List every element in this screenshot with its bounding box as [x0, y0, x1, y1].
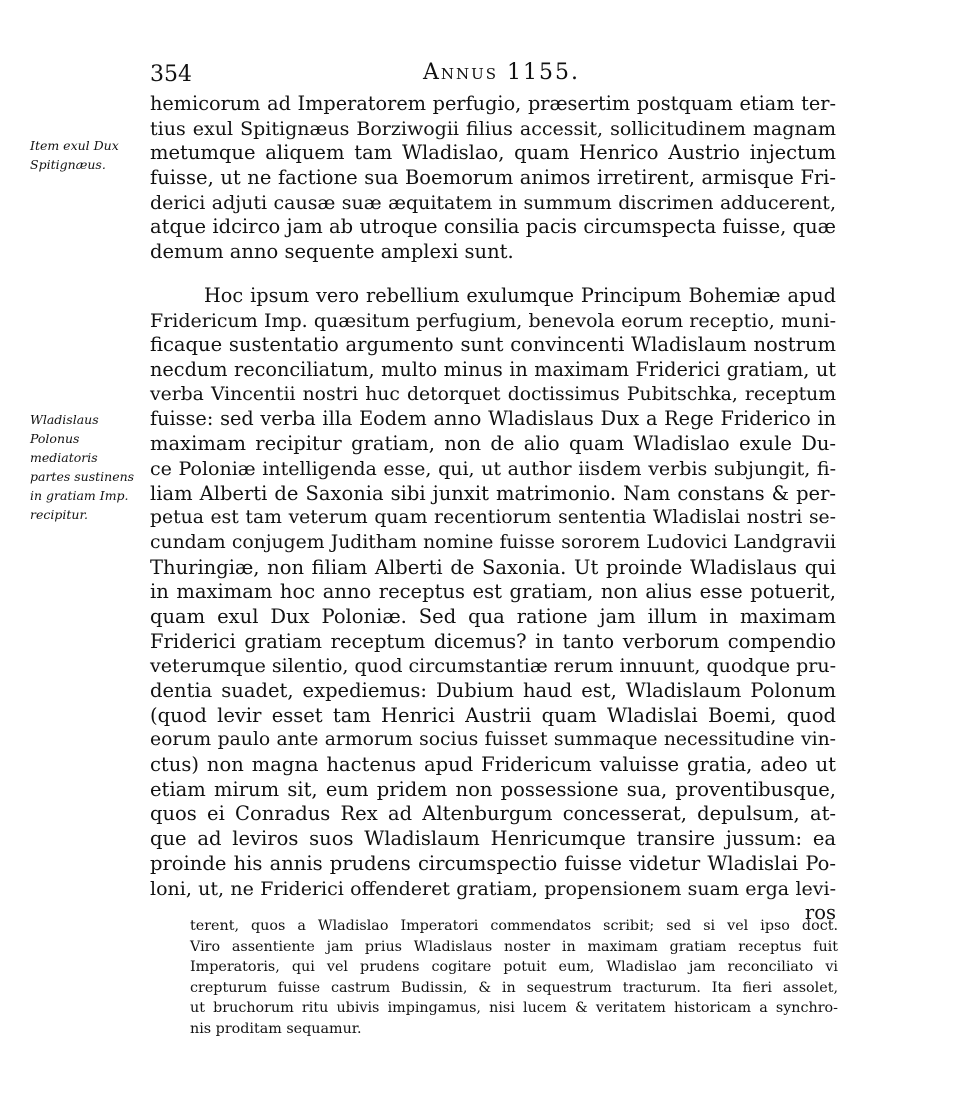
- text-line: necdum reconciliatum, multo minus in maximam Friderici gratiam, ut: [150, 358, 836, 382]
- text-line: in maximam hoc anno receptus est gratiam, non alius esse potuerit,: [150, 580, 836, 604]
- text-line: metumque aliquem tam Wladislao, quam Henrico Austrio injectum: [150, 141, 836, 165]
- text-line: ce Poloniæ intelligenda esse, qui, ut author iisdem verbis subjungit, fi-: [150, 457, 836, 480]
- text-line: dentia suadet, expediemus: Dubium haud est, Wladislaum Polonum: [150, 679, 836, 702]
- text-line: petua est tam veterum quam recentiorum sententia Wladislai nostri se-: [150, 507, 836, 529]
- text-line: proinde his annis prudens circumspectio fuisse videtur Wladislai Po-: [150, 851, 836, 875]
- text-line: (quod levir esset tam Henrici Austrii quam Wladislai Boemi, quod: [150, 703, 836, 727]
- margin-note: Wladislaus Polonus mediatoris partes sustinens in gratiam Imp. recipitur.: [30, 412, 135, 522]
- text-line: que ad leviros suos Wladislaum Henricumque transire jussum: ea: [150, 827, 836, 851]
- text-line: fuisse, ut ne factione sua Boemorum animos irretirent, armisque Fri-: [150, 166, 836, 190]
- footnote-line: ut bruchorum ritu ubivis impingamus, nisi lucem & veritatem historicam a synchro-: [190, 1000, 838, 1016]
- text-line: maximam recipitur gratiam, non de alio quam Wladislao exule Du-: [150, 432, 836, 456]
- text-line: Fridericum Imp. quæsitum perfugium, benevola eorum receptio, muni-: [150, 309, 836, 332]
- text-line: Thuringiæ, non filiam Alberti de Saxonia. Ut proinde Wladislaus qui: [150, 555, 836, 579]
- text-line: quos ei Conradus Rex ad Altenburgum concesserat, depulsum, at-: [150, 802, 836, 826]
- text-line: demum anno sequente amplexi sunt.: [150, 240, 514, 264]
- footnote-line: crepturum fuisse castrum Budissin, & in sequestrum tracturum. Ita fieri assolet,: [190, 979, 838, 996]
- text-line: loni, ut, ne Friderici offenderet gratiam, propensionem suam erga levi-: [150, 877, 836, 900]
- catchword: ros: [804, 901, 836, 925]
- page-number: 354: [150, 62, 192, 87]
- text-line: derici adjuti causæ suæ æquitatem in summum discrimen adducerent,: [150, 191, 836, 214]
- running-title: Annus 1155.: [423, 60, 581, 85]
- text-line: Hoc ipsum vero rebellium exulumque Principum Bohemiæ apud: [204, 284, 836, 307]
- text-line: ctus) non magna hactenus apud Fridericum valuisse gratia, adeo ut: [150, 753, 836, 777]
- text-line: atque idcirco jam ab utroque consilia pacis circumspecta fuisse, quæ: [150, 215, 836, 239]
- text-line: fuisse: sed verba illa Eodem anno Wladislaus Dux a Rege Friderico in: [150, 407, 836, 431]
- footnote: [190, 916, 838, 1039]
- text-line: quam exul Dux Poloniæ. Sed qua ratione jam illum in maximam: [150, 604, 836, 628]
- text-line: Friderici gratiam receptum dicemus? in tanto verborum compendio: [150, 629, 836, 653]
- text-line: liam Alberti de Saxonia sibi junxit matrimonio. Nam constans & per-: [150, 481, 836, 505]
- text-line: hemicorum ad Imperatorem perfugio, præsertim postquam etiam ter-: [150, 92, 836, 115]
- footnote-line: Imperatoris, qui vel prudens cogitare potuit eum, Wladislao jam reconciliato vi: [190, 959, 838, 975]
- margin-note: Item exul Dux Spitignæus.: [30, 138, 119, 172]
- text-line: cundam conjugem Juditham nomine fuisse sororem Ludovici Landgravii: [150, 531, 836, 553]
- footnote-line: nis proditam sequamur.: [190, 1020, 362, 1037]
- footnote-line: Viro assentiente jam prius Wladislaus noster in maximam gratiam receptus fuit: [190, 938, 838, 955]
- paragraph-continuation: [150, 92, 836, 265]
- text-line: etiam mirum sit, eum pridem non possessione sua, proventibusque,: [150, 777, 836, 801]
- text-line: tius exul Spitignæus Borziwogii filius accessit, sollicitudinem magnam: [150, 117, 836, 140]
- paragraph: [150, 284, 836, 926]
- text-line: eorum paulo ante armorum socius fuisset summaque necessitudine vin-: [150, 729, 836, 751]
- footnote-line: terent, quos a Wladislao Imperatori commendatos scribit; sed si vel ipso doct.: [190, 918, 838, 934]
- text-line: veterumque silentio, quod circumstantiæ rerum innuunt, quodque pru-: [150, 655, 837, 678]
- text-line: verba Vincentii nostri huc detorquet doctissimus Pubitschka, receptum: [150, 383, 836, 405]
- text-line: ficaque sustentatio argumento sunt convincenti Wladislaum nostrum: [150, 333, 836, 357]
